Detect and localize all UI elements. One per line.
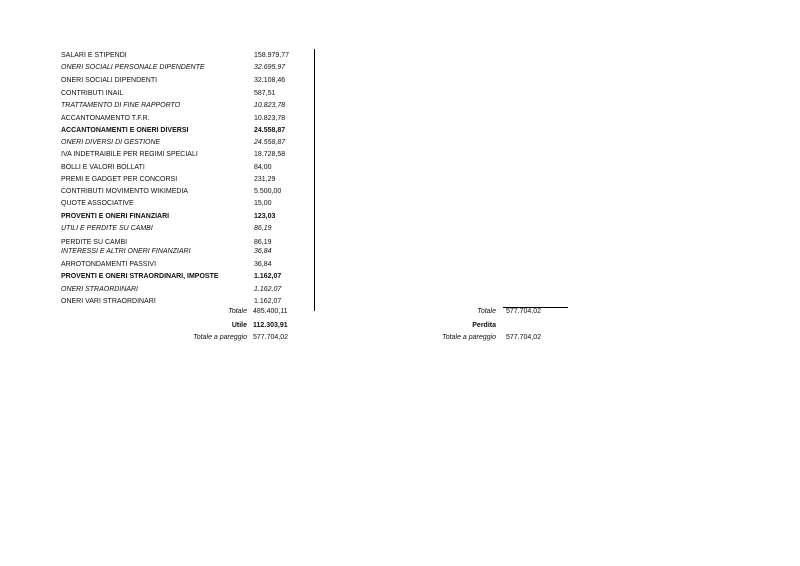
cost-row-label: ACCANTONAMENTI E ONERI DIVERSI: [61, 127, 189, 134]
right-pareggio-label: Totale a pareggio: [442, 334, 496, 341]
left-pareggio-label: Totale a pareggio: [193, 334, 247, 341]
right-pareggio-value: 577.704,02: [506, 334, 542, 341]
cost-row-value: 86,19: [254, 239, 272, 246]
cost-row-value: 24.558,87: [254, 139, 286, 146]
cost-row-label: ONERI VARI STRAORDINARI: [61, 298, 156, 305]
cost-row-value: 1.162,07: [254, 298, 282, 305]
cost-row-value: 10.823,78: [254, 115, 286, 122]
cost-row-label: ACCANTONAMENTO T.F.R.: [61, 115, 150, 122]
cost-row-label: ONERI STRAORDINARI: [61, 286, 139, 293]
cost-row-value: 32.108,46: [254, 77, 286, 84]
cost-row-label: ONERI SOCIALI DIPENDENTI: [61, 77, 158, 84]
cost-row-value: 5.500,00: [254, 188, 282, 195]
cost-row-label: TRATTAMENTO DI FINE RAPPORTO: [61, 102, 181, 109]
cost-row-label: SALARI E STIPENDI: [61, 52, 127, 59]
cost-row-value: 84,00: [254, 164, 272, 171]
cost-row-value: 1.162,07: [254, 286, 282, 293]
right-total-value: 577.704,02: [506, 308, 542, 315]
cost-row-label: CONTRIBUTI MOVIMENTO WIKIMEDIA: [61, 188, 189, 195]
cost-row-label: BOLLI E VALORI BOLLATI: [61, 164, 145, 171]
cost-row-value: 158.979,77: [254, 52, 290, 59]
perdita-label: Perdita: [472, 322, 496, 329]
column-divider: [314, 49, 315, 311]
cost-row-label: PROVENTI E ONERI FINANZIARI: [61, 213, 170, 220]
utile-label: Utile: [231, 322, 247, 329]
cost-row-value: 86,19: [254, 225, 272, 232]
cost-row-value: 587,51: [254, 90, 276, 97]
cost-row-value: 32.695,97: [254, 64, 286, 71]
left-pareggio-value: 577.704,02: [253, 334, 289, 341]
cost-row-label: PROVENTI E ONERI STRAORDINARI, IMPOSTE: [61, 273, 219, 280]
cost-row-label: QUOTE ASSOCIATIVE: [61, 200, 134, 207]
cost-row-value: 18.728,58: [254, 151, 286, 158]
cost-row-label: UTILI E PERDITE SU CAMBI: [61, 225, 153, 232]
cost-row-value: 123,03: [254, 213, 276, 220]
cost-row-value: 36,84: [254, 261, 272, 268]
cost-row-value: 24.558,87: [254, 127, 286, 134]
cost-row-value: 36,84: [254, 248, 272, 255]
cost-row-value: 10.823,78: [254, 102, 286, 109]
cost-row-label: ONERI SOCIALI PERSONALE DIPENDENTE: [61, 64, 205, 71]
cost-row-label: PREMI E GADGET PER CONCORSI: [61, 176, 178, 183]
cost-row-label: INTERESSI E ALTRI ONERI FINANZIARI: [61, 248, 191, 255]
right-total-label: Totale: [477, 308, 496, 315]
cost-row-label: ONERI DIVERSI DI GESTIONE: [61, 139, 161, 146]
cost-row-label: PERDITE SU CAMBI: [61, 239, 128, 246]
cost-row-value: 15,00: [254, 200, 272, 207]
utile-value: 112.303,91: [253, 322, 288, 329]
cost-row-label: CONTRIBUTI INAIL: [61, 90, 124, 97]
left-total-value: 485.400,11: [253, 308, 288, 315]
left-total-label: Totale: [228, 308, 247, 315]
cost-row-value: 231,29: [254, 176, 276, 183]
cost-row-label: IVA INDETRAIBILE PER REGIMI SPECIALI: [61, 151, 198, 158]
cost-row-value: 1.162,07: [254, 273, 282, 280]
cost-row-label: ARROTONDAMENTI PASSIVI: [61, 261, 157, 268]
